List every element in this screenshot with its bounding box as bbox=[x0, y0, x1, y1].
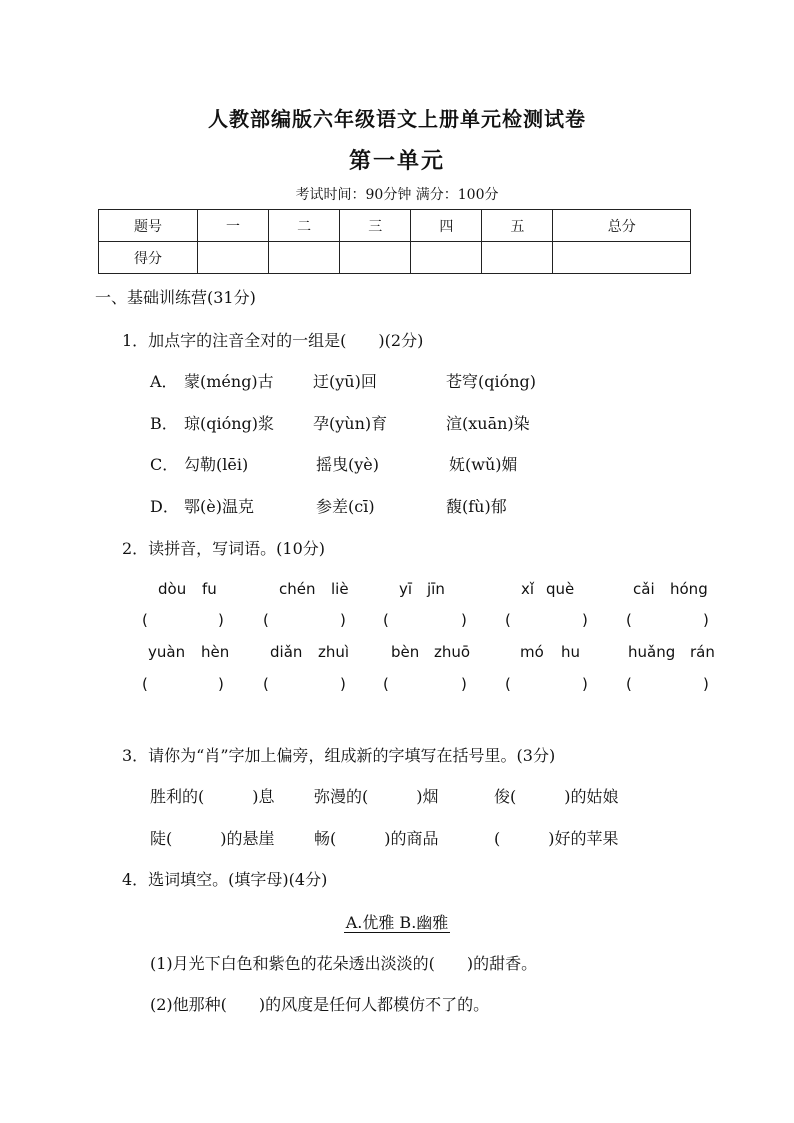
option-item: 勾勒(lēi) bbox=[184, 455, 249, 474]
table-cell: 五 bbox=[482, 210, 553, 242]
word-choices-text: A.优雅 B.幽雅 bbox=[345, 913, 449, 932]
table-cell: 三 bbox=[340, 210, 411, 242]
option-item: 妩(wǔ)媚 bbox=[449, 455, 518, 474]
pinyin-syllable: rán bbox=[690, 643, 715, 661]
answer-paren-open: ( bbox=[626, 675, 632, 693]
option-c-label: C． bbox=[150, 455, 179, 474]
answer-paren-open: ( bbox=[263, 675, 269, 693]
section-heading: 一、基础训练营(31分) bbox=[95, 288, 256, 307]
score-input-cell[interactable] bbox=[482, 242, 553, 274]
pinyin-syllable: jīn bbox=[427, 580, 445, 598]
table-cell: 二 bbox=[269, 210, 340, 242]
score-input-cell[interactable] bbox=[198, 242, 269, 274]
option-item: 鄂(è)温克 bbox=[184, 497, 254, 516]
pinyin-syllable: yuàn bbox=[148, 643, 186, 661]
answer-paren-open: ( bbox=[142, 675, 148, 693]
answer-paren-close: ) bbox=[582, 675, 588, 693]
pinyin-syllable: dòu bbox=[158, 580, 187, 598]
answer-paren-close: ) bbox=[461, 611, 467, 629]
option-item: 琼(qióng)浆 bbox=[184, 414, 275, 433]
pinyin-syllable: hu bbox=[561, 643, 581, 661]
pinyin-syllable: liè bbox=[331, 580, 349, 598]
answer-paren-open: ( bbox=[142, 611, 148, 629]
table-cell: 四 bbox=[411, 210, 482, 242]
word-choices bbox=[0, 910, 794, 933]
score-input-cell[interactable] bbox=[340, 242, 411, 274]
answer-paren-close: ) bbox=[582, 611, 588, 629]
table-cell: 题号 bbox=[99, 210, 198, 242]
exam-title: 人教部编版六年级语文上册单元检测试卷 bbox=[208, 107, 586, 131]
answer-paren-open: ( bbox=[505, 675, 511, 693]
pinyin-syllable: diǎn bbox=[270, 643, 303, 661]
answer-paren-close: ) bbox=[340, 675, 346, 693]
score-input-cell[interactable] bbox=[411, 242, 482, 274]
pinyin-syllable: fu bbox=[202, 580, 217, 598]
sentence-1: (1)月光下白色和紫色的花朵透出淡淡的( )的甜香。 bbox=[150, 954, 538, 973]
option-d-label: D． bbox=[150, 497, 179, 516]
answer-paren-open: ( bbox=[383, 675, 389, 693]
option-item: 蒙(méng)古 bbox=[184, 372, 274, 391]
pinyin-syllable: cǎi bbox=[633, 580, 655, 598]
score-input-cell[interactable] bbox=[269, 242, 340, 274]
option-item: 渲(xuān)染 bbox=[446, 414, 530, 433]
pinyin-syllable: hèn bbox=[201, 643, 230, 661]
pinyin-syllable: què bbox=[546, 580, 575, 598]
option-item: 摇曳(yè) bbox=[316, 455, 379, 474]
sentence-2: (2)他那种( )的风度是任何人都模仿不了的。 bbox=[150, 995, 490, 1014]
answer-paren-open: ( bbox=[263, 611, 269, 629]
option-item: 苍穹(qióng) bbox=[446, 372, 537, 391]
fill-blank-item: 胜利的( )息 bbox=[150, 787, 275, 806]
pinyin-syllable: hóng bbox=[670, 580, 708, 598]
score-table bbox=[98, 209, 691, 274]
exam-info: 考试时间：90分钟 满分：100分 bbox=[295, 187, 499, 203]
answer-paren-open: ( bbox=[626, 611, 632, 629]
option-item: 馥(fù)郁 bbox=[446, 497, 507, 516]
answer-paren-close: ) bbox=[218, 611, 224, 629]
fill-blank-item: ( )好的苹果 bbox=[494, 829, 619, 848]
answer-paren-close: ) bbox=[340, 611, 346, 629]
question-4-stem: 4．选词填空。(填字母)(4分) bbox=[122, 870, 328, 889]
pinyin-syllable: huǎng bbox=[628, 643, 676, 661]
pinyin-syllable: bèn bbox=[391, 643, 420, 661]
pinyin-syllable: yī bbox=[399, 580, 413, 598]
table-row bbox=[99, 242, 691, 274]
answer-paren-close: ) bbox=[218, 675, 224, 693]
table-cell: 得分 bbox=[99, 242, 198, 274]
pinyin-syllable: xǐ bbox=[521, 580, 535, 598]
question-2-stem: 2．读拼音，写词语。(10分) bbox=[122, 539, 326, 558]
pinyin-syllable: zhuì bbox=[318, 643, 350, 661]
table-row bbox=[99, 210, 691, 242]
answer-paren-close: ) bbox=[461, 675, 467, 693]
option-b-label: B． bbox=[150, 414, 178, 433]
answer-paren-close: ) bbox=[703, 675, 709, 693]
table-cell: 总分 bbox=[553, 210, 691, 242]
table-cell: 一 bbox=[198, 210, 269, 242]
score-input-cell[interactable] bbox=[553, 242, 691, 274]
unit-title: 第一单元 bbox=[348, 148, 445, 174]
question-1-stem: 1．加点字的注音全对的一组是( )(2分) bbox=[122, 331, 424, 350]
fill-blank-item: 陡( )的悬崖 bbox=[150, 829, 275, 848]
option-item: 孕(yùn)育 bbox=[313, 414, 388, 433]
fill-blank-item: 畅( )的商品 bbox=[314, 829, 439, 848]
pinyin-syllable: mó bbox=[520, 643, 544, 661]
option-item: 参差(cī) bbox=[316, 497, 375, 516]
answer-paren-open: ( bbox=[505, 611, 511, 629]
pinyin-syllable: chén bbox=[279, 580, 316, 598]
pinyin-syllable: zhuō bbox=[434, 643, 471, 661]
fill-blank-item: 弥漫的( )烟 bbox=[314, 787, 439, 806]
answer-paren-close: ) bbox=[703, 611, 709, 629]
question-3-stem: 3．请你为“肖”字加上偏旁，组成新的字填写在括号里。(3分) bbox=[122, 746, 556, 765]
fill-blank-item: 俊( )的姑娘 bbox=[494, 787, 619, 806]
answer-paren-open: ( bbox=[383, 611, 389, 629]
option-a-label: A． bbox=[150, 372, 178, 391]
option-item: 迂(yū)回 bbox=[313, 372, 377, 391]
